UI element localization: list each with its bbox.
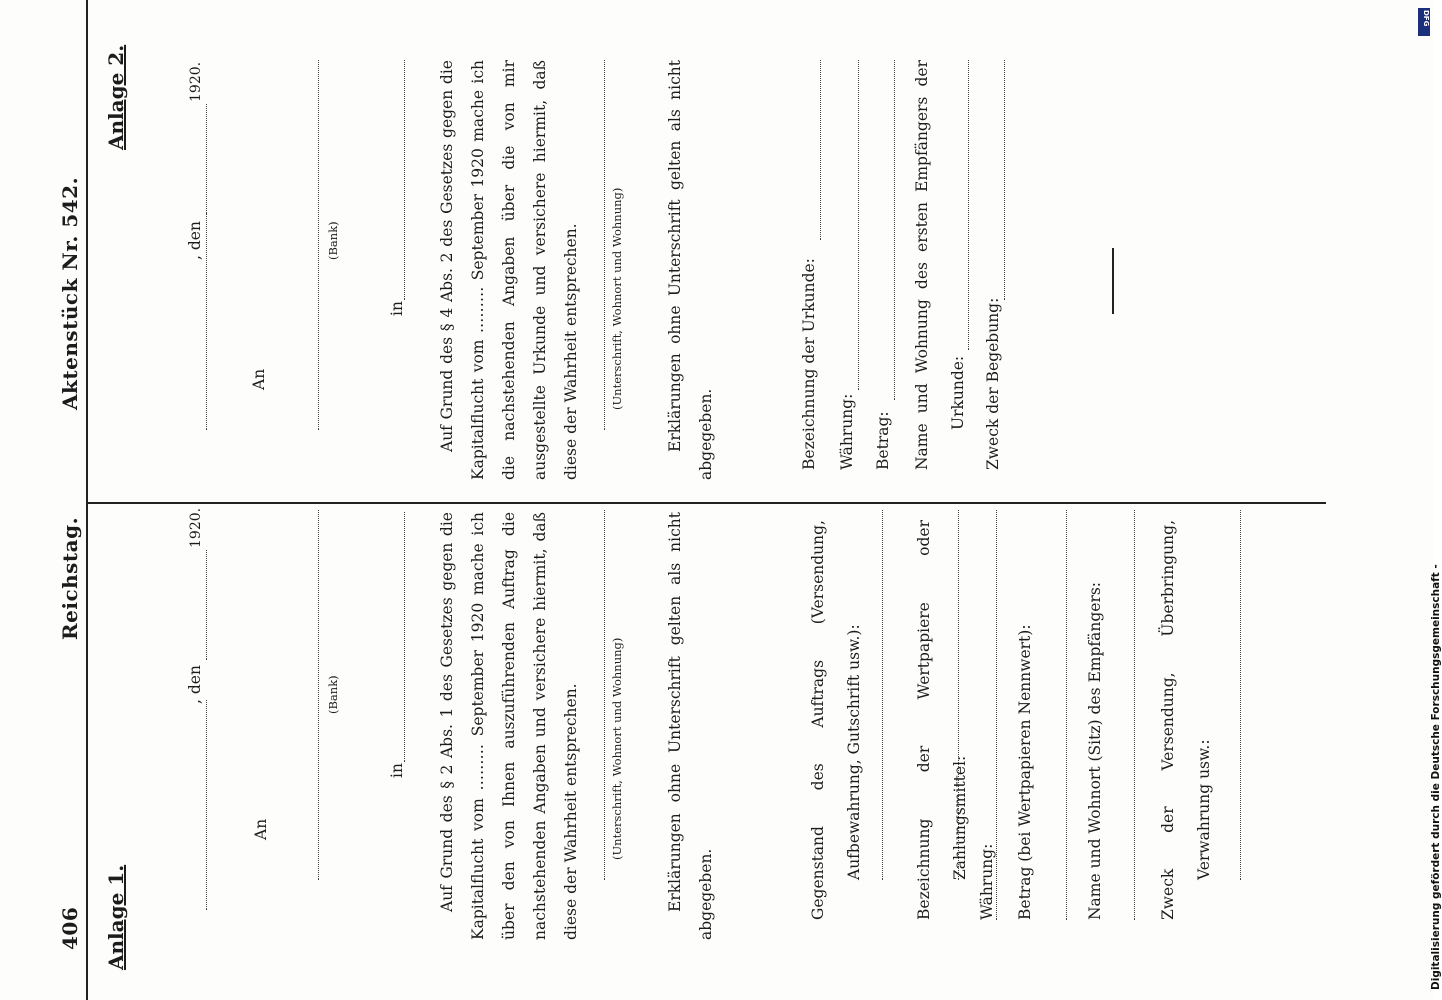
- a2-bank-line: [318, 60, 319, 430]
- a2-year-label: 1920.: [188, 61, 204, 102]
- a2-field-3-line: [894, 60, 895, 400]
- a1-field-2: Bezeichnung der Wertpapiere oder Zahlungsmittel:: [915, 520, 969, 920]
- date-line: [206, 550, 207, 660]
- a1-field-3-line: [996, 510, 997, 920]
- anlage1-title: Anlage 1.: [104, 864, 128, 970]
- a2-field-1: Bezeichnung der Urkunde:: [800, 258, 818, 470]
- a2-field-5: Zweck der Begebung:: [984, 297, 1002, 470]
- closing-rule: [1112, 248, 1114, 314]
- a1-field-5: Name und Wohnort (Sitz) des Empfängers:: [1086, 581, 1104, 920]
- a2-in-line: [404, 60, 405, 300]
- year-label: 1920.: [188, 507, 204, 548]
- page-number: 406: [58, 906, 82, 950]
- header-left-title: Reichstag.: [58, 516, 82, 640]
- a1-field-1: Gegenstand des Auftrags (Versendung, Aufbewahrung, Gutschrift usw.):: [809, 520, 863, 920]
- in-line: [404, 512, 405, 762]
- a2-field-1-line: [820, 60, 821, 240]
- place-line: [206, 700, 207, 910]
- a2-place-line: [206, 200, 207, 430]
- in-label: in: [388, 763, 406, 778]
- a1-field-3: Währung:: [978, 843, 996, 920]
- a2-signature-caption: (Unterschrift, Wohnort und Wohnung): [610, 187, 624, 410]
- header-rule: [86, 0, 88, 1000]
- a2-field-3: Betrag:: [874, 411, 892, 470]
- signature-line: [604, 510, 605, 880]
- header-right-title: Aktenstück Nr. 542.: [58, 176, 82, 410]
- digitization-note: Digitalisierung gefördert durch die Deutsche Forschungsgemeinschaft -: [1430, 564, 1442, 990]
- anlage2-note: Erklärungen ohne Unterschrift gelten als nicht abgegeben.: [666, 60, 715, 480]
- bank-line: [318, 510, 319, 880]
- a2-signature-line: [604, 60, 605, 430]
- anlage1-paragraph: Auf Grund des § 2 Abs. 1 des Gesetzes gegen die Kapitalflucht vom ……… September 1920 mache ich über den von Ihnen auszuführenden Auftrag die nachstehenden Angaben und versichere hiermit, daß diese der Wahrheit entsprechen.: [438, 512, 580, 940]
- a2-field-5-line: [1004, 60, 1005, 300]
- anlage1-note: Erklärungen ohne Unterschrift gelten als nicht abgegeben.: [666, 512, 715, 940]
- a2-in-label: in: [388, 301, 406, 316]
- a1-field-5-line: [1134, 510, 1135, 920]
- a1-field-6: Zweck der Versendung, Überbringung, Verwahrung usw.:: [1159, 520, 1213, 920]
- anlage2-paragraph: Auf Grund des § 4 Abs. 2 des Gesetzes gegen die Kapitalflucht vom ……… September 1920 mache ich die nachstehenden Angaben über die von mir ausgestellte Urkunde und versichere hiermit, daß diese der Wahrheit entsprechen.: [438, 60, 580, 480]
- a1-field-1-line: [882, 510, 883, 880]
- anlage2-title: Anlage 2.: [104, 44, 128, 150]
- den-label: , den: [186, 665, 204, 704]
- a2-field-4-line: [968, 60, 969, 350]
- signature-caption: (Unterschrift, Wohnort und Wohnung): [610, 637, 624, 860]
- a1-field-4: Betrag (bei Wertpapieren Nennwert):: [1016, 624, 1034, 920]
- a2-field-4: Name und Wohnung des ersten Empfängers der Urkunde:: [913, 60, 967, 470]
- bank-caption: (Bank): [326, 675, 340, 714]
- a2-bank-caption: (Bank): [326, 221, 340, 260]
- a2-field-2-line: [858, 60, 859, 390]
- an-label: An: [252, 818, 270, 840]
- a2-den-label: , den: [186, 221, 204, 260]
- column-divider: [86, 502, 1326, 504]
- a2-field-2: Währung:: [838, 393, 856, 470]
- dfg-logo: DFG: [1418, 8, 1430, 36]
- a1-field-6-line: [1240, 510, 1241, 880]
- a2-date-line: [206, 104, 207, 214]
- a2-an-label: An: [250, 368, 268, 390]
- a1-field-2-line: [958, 510, 959, 880]
- a1-field-4-line: [1066, 510, 1067, 920]
